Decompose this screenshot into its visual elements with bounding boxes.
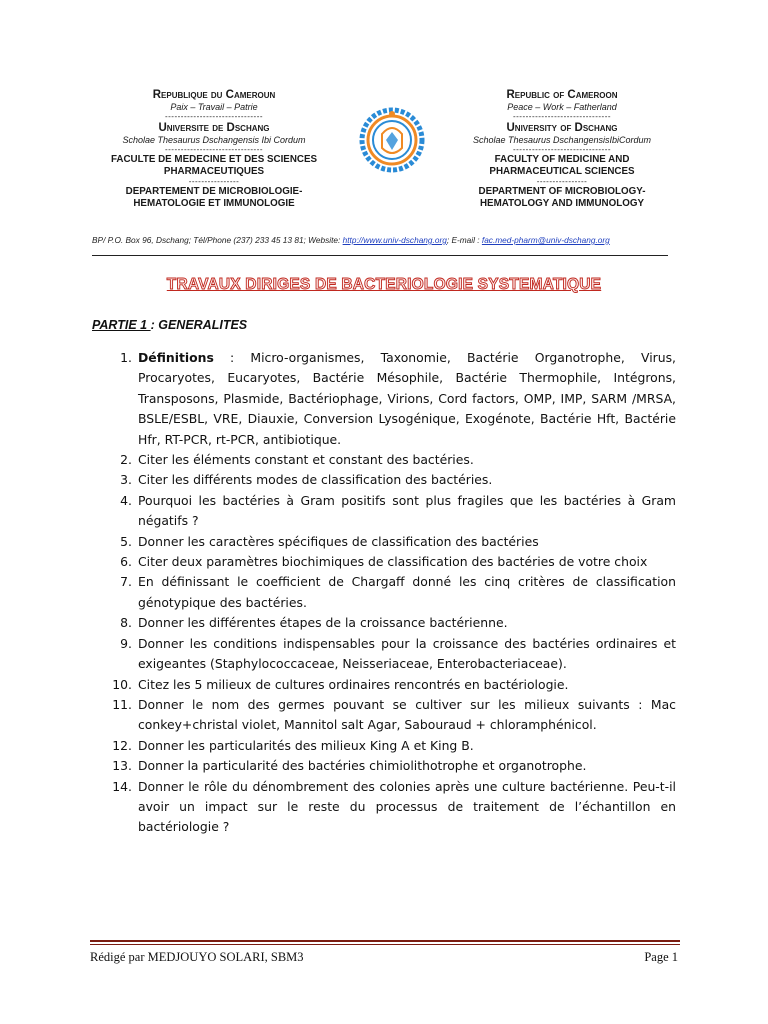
divider-dashes: ---------------- xyxy=(536,176,588,186)
motto-en: Peace – Work – Fatherland xyxy=(507,102,617,113)
question-text xyxy=(138,634,676,675)
question-text xyxy=(138,450,676,470)
document-title: TRAVAUX DIRIGES DE BACTERIOLOGIE SYSTEMATIQUE xyxy=(166,276,602,293)
list-item xyxy=(92,491,676,532)
university-seal-icon xyxy=(352,100,432,180)
question-number: 1. xyxy=(120,350,132,365)
question-body: Donner les différentes étapes de la croissance bactérienne. xyxy=(138,615,508,631)
email-link[interactable]: fac.med-pharm@univ-dschang.org xyxy=(481,235,610,245)
question-text xyxy=(138,348,676,450)
list-item xyxy=(92,777,676,838)
university-motto-en: Scholae Thesaurus DschangensisIbiCordum xyxy=(472,135,652,145)
question-number: 3. xyxy=(120,472,132,488)
department-fr-line2: HEMATOLOGIE ET IMMUNOLOGIE xyxy=(133,197,295,209)
question-body: Citer les éléments constant et constant des bactéries. xyxy=(138,452,474,468)
page-number: Page 1 xyxy=(644,950,678,964)
list-item xyxy=(92,348,676,450)
faculty-en-line1: FACULTY OF MEDICINE AND xyxy=(494,153,630,165)
question-number: 13. xyxy=(112,758,132,774)
university-motto-fr: Scholae Thesaurus Dschangensis Ibi Cordum xyxy=(122,135,306,145)
question-body: Donner les conditions indispensables pour la croissance des bactéries ordinaires et exigeantes (Staphylococcaceae, Neisseriaceae, Enterobacteriaceae). xyxy=(138,635,676,672)
question-text xyxy=(138,572,676,613)
question-body: Pourquoi les bactéries à Gram positifs sont plus fragiles que les bactéries à Gram négatifs ? xyxy=(138,492,676,529)
letterhead-left xyxy=(86,88,342,210)
country-fr: Republique du Cameroun xyxy=(152,89,276,101)
question-text xyxy=(138,695,676,736)
question-body: Donner le rôle du dénombrement des colonies après une culture bactérienne. Peu-t-il avoir un impact sur le reste du processus de traitement de l’échantillon en bactériologie ? xyxy=(138,778,676,835)
question-number: 11. xyxy=(112,696,132,712)
contact-address: BP/ P.O. Box 96, Dschang; Tél/Phone (237) 233 45 13 81; Website: xyxy=(92,235,343,245)
question-body: Citer les différents modes de classification des bactéries. xyxy=(138,472,493,488)
question-number: 14. xyxy=(112,778,132,794)
department-en-line1: DEPARTMENT OF MICROBIOLOGY- xyxy=(478,185,646,197)
faculty-fr-line2: PHARMACEUTIQUES xyxy=(163,165,265,177)
department-en-line2: HEMATOLOGY AND IMMUNOLOGY xyxy=(479,197,644,209)
department-fr-line1: DEPARTEMENT DE MICROBIOLOGIE- xyxy=(125,185,303,197)
motto-fr: Paix – Travail – Patrie xyxy=(170,102,258,113)
section-label: PARTIE 1 xyxy=(92,318,151,332)
footer-rule-thin xyxy=(90,944,680,945)
divider-dashes: ------------------------------- xyxy=(512,144,612,154)
list-item xyxy=(92,470,676,490)
list-item xyxy=(92,572,676,613)
list-item xyxy=(92,756,676,776)
contact-line xyxy=(92,235,682,245)
section-heading xyxy=(92,318,247,332)
question-number: 5. xyxy=(120,533,132,549)
question-body: Donner le nom des germes pouvant se cultiver sur les milieux suivants : Mac conkey+christal violet, Mannitol salt Agar, Sabouraud + chloramphénicol. xyxy=(138,696,676,733)
question-number: 2. xyxy=(120,452,132,468)
university-fr: Universite de Dschang xyxy=(158,121,270,134)
question-body: Citez les 5 milieux de cultures ordinaires rencontrés en bactériologie. xyxy=(138,676,569,692)
letterhead-divider xyxy=(92,255,668,256)
country-en: Republic of Cameroon xyxy=(506,89,618,101)
list-item xyxy=(92,675,676,695)
question-number: 4. xyxy=(120,492,132,508)
question-number: 7. xyxy=(120,574,132,590)
list-item xyxy=(92,736,676,756)
list-item xyxy=(92,613,676,633)
question-text xyxy=(138,532,676,552)
faculty-fr-line1: FACULTE DE MEDECINE ET DES SCIENCES xyxy=(110,153,318,165)
divider-dashes: ---------------- xyxy=(188,176,240,186)
question-text xyxy=(138,675,676,695)
question-body: Donner les caractères spécifiques de classification des bactéries xyxy=(138,533,539,549)
question-number: 8. xyxy=(120,615,132,631)
question-text xyxy=(138,552,676,572)
list-item xyxy=(92,552,676,572)
question-body: Citer deux paramètres biochimiques de classification des bactéries de votre choix xyxy=(138,554,648,570)
question-lead: Définitions xyxy=(138,350,214,365)
faculty-en-line2: PHARMACEUTICAL SCIENCES xyxy=(489,165,635,177)
question-body: Donner les particularités des milieux King A et King B. xyxy=(138,737,474,753)
question-text xyxy=(138,756,676,776)
question-number: 6. xyxy=(120,554,132,570)
question-body: : Micro-organismes, Taxonomie, Bactérie Organotrophe, Virus, Procaryotes, Eucaryotes, Bactérie Mésophile, Bactérie Thermophile, Intégrons, Transposons, Plasmide, Bactériophage, Virions, Cord factors, OMP, IMP, SARM /MRSA, BSLE/ESBL, VRE, Diauxie, Conversion Lysogénique, Exogénote, Bactérie Hft, Bactérie Hfr, RT-PCR, rt-PCR, antibiotique. xyxy=(138,350,676,447)
list-item xyxy=(92,532,676,552)
question-number: 9. xyxy=(120,635,132,651)
question-text xyxy=(138,613,676,633)
university-en: University of Dschang xyxy=(506,121,618,134)
website-link[interactable]: http://www.univ-dschang.org xyxy=(342,235,447,245)
list-item xyxy=(92,450,676,470)
contact-email-label: ; E-mail : xyxy=(446,235,482,245)
divider-dashes: ------------------------------- xyxy=(164,144,264,154)
divider-dashes: ------------------------------- xyxy=(512,111,612,121)
question-text xyxy=(138,491,676,532)
question-body: En définissant le coefficient de Chargaff donné les cinq critères de classification génotypique des bactéries. xyxy=(138,574,676,610)
list-item xyxy=(92,634,676,675)
question-number: 12. xyxy=(112,737,132,753)
question-number: 10. xyxy=(112,676,132,692)
question-text xyxy=(138,777,676,838)
question-list xyxy=(92,348,676,838)
section-title: : GENERALITES xyxy=(150,318,248,332)
question-text xyxy=(138,736,676,756)
question-body: Donner la particularité des bactéries chimiolithotrophe et organotrophe. xyxy=(138,758,587,774)
list-item xyxy=(92,695,676,736)
divider-dashes: ------------------------------- xyxy=(164,111,264,121)
question-text xyxy=(138,470,676,490)
footer-author: Rédigé par MEDJOUYO SOLARI, SBM3 xyxy=(90,950,304,964)
letterhead-right xyxy=(442,88,682,210)
footer-rule xyxy=(90,940,680,942)
